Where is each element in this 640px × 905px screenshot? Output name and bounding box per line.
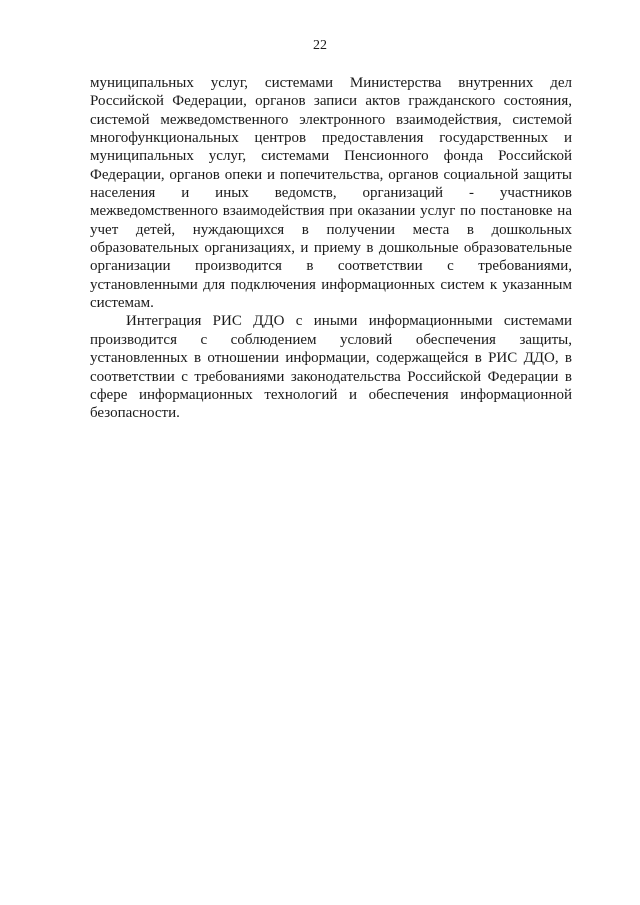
text-line: образовательных организациях, и приему в дошкольные образовательные — [90, 240, 572, 257]
text-line: межведомственного взаимодействия при оказании услуг по постановке на — [90, 203, 572, 220]
text-line: муниципальных услуг, системами Министерства внутренних дел — [90, 75, 572, 91]
text-line: учет детей, нуждающихся в получении места в дошкольных — [90, 221, 572, 238]
text-line: сфере информационных технологий и обеспечения информационной — [90, 386, 572, 403]
text-line: населения и иных ведомств, организаций - участников — [90, 185, 572, 202]
paragraph-1 — [90, 74, 572, 312]
document-body — [90, 74, 572, 423]
text-line: установленных в отношении информации, содержащейся в РИС ДДО, в — [90, 350, 572, 367]
text-line: муниципальных услуг, системами Пенсионного фонда Российской — [90, 148, 572, 165]
text-line: Интеграция РИС ДДО с иными информационными системами — [126, 313, 572, 330]
text-line: многофункциональных центров предоставления государственных и — [90, 130, 572, 147]
text-line: производится с соблюдением условий обеспечения защиты, — [90, 331, 572, 348]
paragraph-2 — [90, 312, 572, 422]
text-line: установленными для подключения информационных систем к указанным — [90, 276, 572, 293]
text-line: Федерации, органов опеки и попечительства, органов социальной защиты — [90, 166, 572, 183]
text-line: организации производится в соответствии с требованиями, — [90, 258, 572, 275]
text-line: Российской Федерации, органов записи актов гражданского состояния, — [90, 93, 572, 110]
text-line: системам. — [90, 295, 154, 312]
page-number: 22 — [313, 38, 327, 53]
text-line: системой межведомственного электронного взаимодействия, системой — [90, 111, 572, 128]
text-line: безопасности. — [90, 405, 180, 422]
text-line: соответствии с требованиями законодательства Российской Федерации в — [90, 368, 572, 385]
